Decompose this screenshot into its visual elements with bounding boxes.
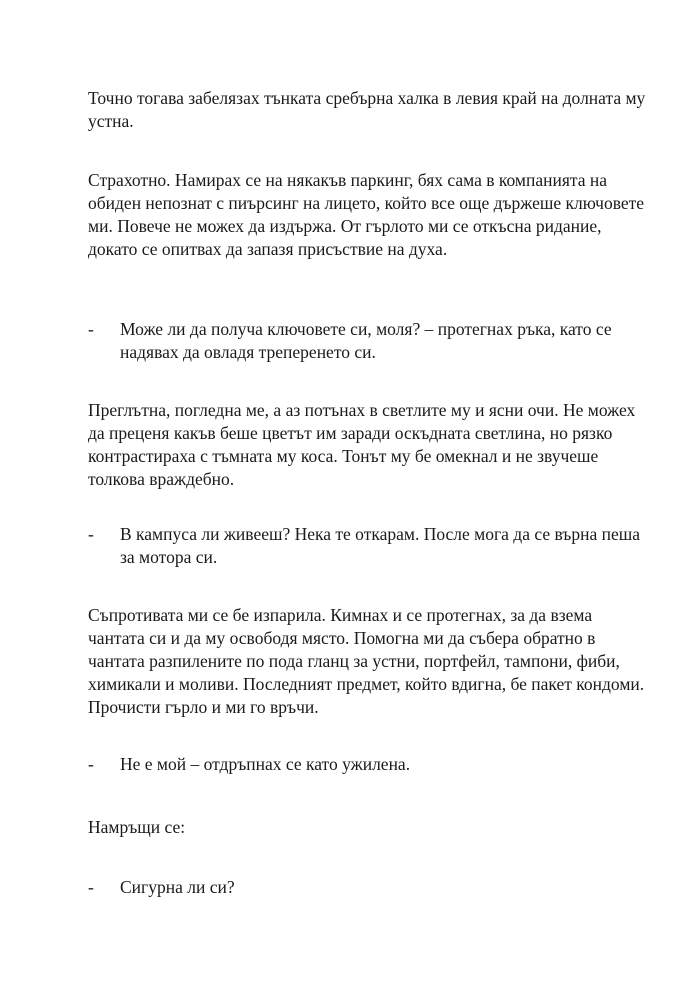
dialogue-line-4 bbox=[88, 876, 648, 899]
paragraph-text: Преглътна, погледна ме, а аз потънах в светлите му и ясни очи. Не можех да преценя какъв беше цветът им заради оскъдната светлина, но рязко контрастираха с тъмната му коса. Тонът му бе омекнал и не звучеше толкова враждебно. bbox=[88, 400, 636, 489]
paragraph-4 bbox=[88, 604, 648, 719]
dialogue-dash: - bbox=[88, 877, 94, 897]
dialogue-dash: - bbox=[88, 524, 94, 544]
dialogue-dash: - bbox=[88, 754, 94, 774]
dialogue-line-3 bbox=[88, 753, 648, 776]
dialogue-line-2 bbox=[88, 523, 648, 569]
paragraph-text: Страхотно. Намирах се на някакъв паркинг, бях сама в компанията на обиден непознат с пиърсинг на лицето, който все още държеше ключовете ми. Повече не можех да издържа. От гърлото ми се откъсна ридание, докато се опитвах да запазя присъствие на духа. bbox=[88, 170, 645, 259]
dialogue-line-1 bbox=[88, 318, 648, 364]
paragraph-2 bbox=[88, 169, 648, 261]
paragraph-1 bbox=[88, 87, 648, 133]
dialogue-text: Сигурна ли си? bbox=[120, 877, 235, 897]
paragraph-text: Намръщи се: bbox=[88, 817, 186, 837]
paragraph-text: Съпротивата ми се бе изпарила. Кимнах и се протегнах, за да взема чантата си и да му освободя място. Помогна ми да събера обратно в чантата разпилените по пода гланц за устни, портфейл, тампони, фиби, химикали и моливи. Последният предмет, който вдигна, бе пакет кондоми. Прочисти гърло и ми го връчи. bbox=[88, 605, 645, 717]
dialogue-text: Не е мой – отдръпнах се като ужилена. bbox=[120, 754, 411, 774]
dialogue-text: Може ли да получа ключовете си, моля? – протегнах ръка, като се надявах да овладя треперенето си. bbox=[120, 319, 612, 362]
dialogue-text: В кампуса ли живееш? Нека те откарам. После мога да се върна пеша за мотора си. bbox=[120, 524, 640, 567]
paragraph-5 bbox=[88, 816, 648, 839]
dialogue-dash: - bbox=[88, 319, 94, 339]
paragraph-text: Точно тогава забелязах тънката сребърна халка в левия край на долната му устна. bbox=[88, 88, 646, 131]
paragraph-3 bbox=[88, 399, 648, 491]
